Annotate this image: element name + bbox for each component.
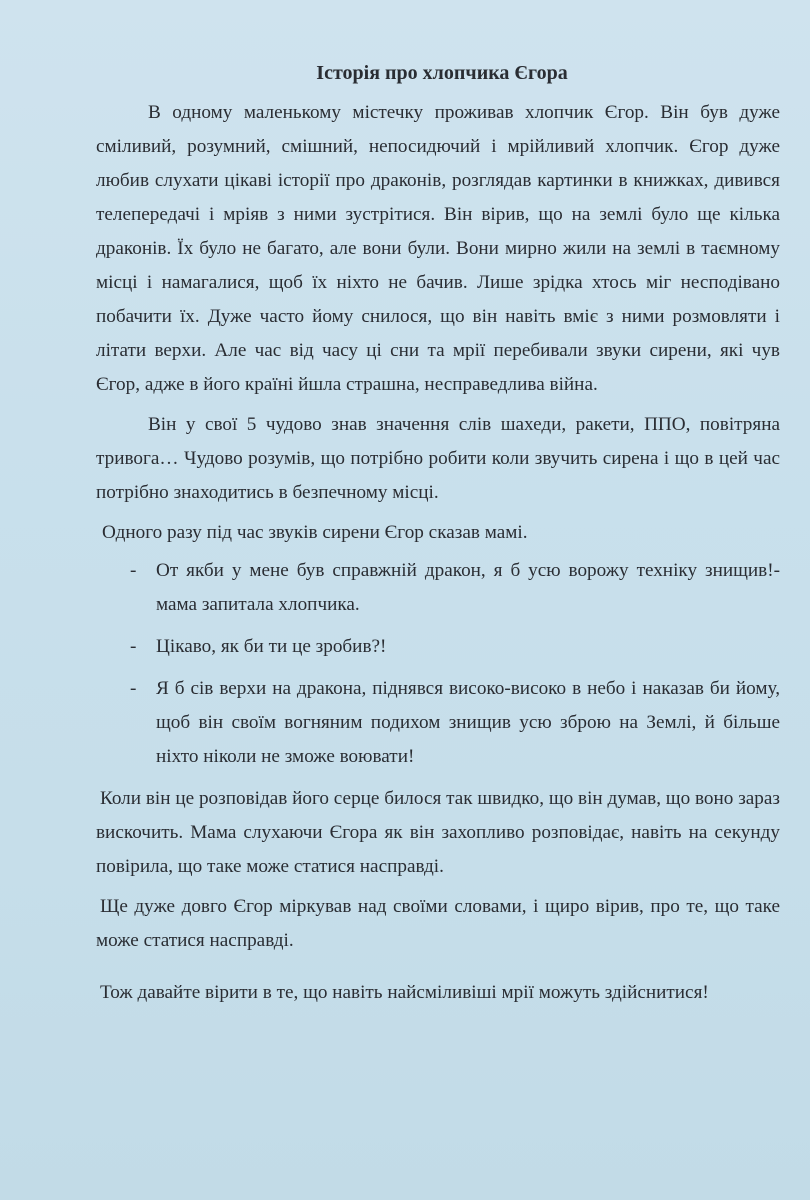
dialog-text: Цікаво, як би ти це зробив?! (156, 636, 387, 657)
dialog-list (96, 554, 780, 774)
paragraph-1: В одному маленькому містечку проживав хлопчик Єгор. Він був дуже сміливий, розумний, смішний, непосидючий і мрійливий хлопчик. Єгор дуже любив слухати цікаві історії про драконів, розглядав картинки в книжках, дивився телепередачі і мріяв з ними зустрітися. Він вірив, що на землі було ще кілька драконів. Їх було не багато, але вони були. Вони мирно жили на землі в таємному місці і намагалися, щоб їх ніхто не бачив. Лише зрідка хтось міг несподівано побачити їх. Дуже часто йому снилося, що він навіть вміє з ними розмовляти і літати верхи. Але час від часу ці сни та мрії перебивали звуки сирени, які чув Єгор, адже в його країні йшла страшна, несправедлива війна. (96, 102, 780, 395)
dialog-dash: - (130, 678, 137, 699)
dialog-line-3 (96, 672, 780, 774)
paragraph-2: Він у свої 5 чудово знав значення слів шахеди, ракети, ППО, повітряна тривога… Чудово розумів, що потрібно робити коли звучить сирена і що в цей час потрібно знаходитись в безпечному місці. (96, 414, 780, 503)
dialog-dash: - (130, 560, 137, 581)
dialog-dash: - (130, 636, 137, 657)
dialog-text: Я б сів верхи на дракона, піднявся високо-високо в небо і наказав би йому, щоб він своїм вогняним подихом знищив усю зброю на Землі, й більше ніхто ніколи не зможе воювати! (156, 678, 780, 767)
document-title: Історія про хлопчика Єгора (316, 62, 568, 84)
paragraph-4: Коли він це розповідав його серце билося так швидко, що він думав, що воно зараз вискочить. Мама слухаючи Єгора як він захопливо розповідає, навіть на секунду повірила, що таке може статися насправді. (96, 788, 780, 877)
dialog-line-1 (96, 554, 780, 622)
dialog-text: От якби у мене був справжній дракон, я б усю ворожу техніку знищив!- мама запитала хлопчика. (156, 560, 780, 615)
paragraph-3: Одного разу під час звуків сирени Єгор сказав мамі. (102, 522, 528, 543)
closing-line: Тож давайте вірити в те, що навіть найсміливіші мрії можуть здійснитися! (100, 982, 709, 1003)
dialog-line-2 (96, 630, 780, 664)
paragraph-5: Ще дуже довго Єгор міркував над своїми словами, і щиро вірив, про те, що таке може статися насправді. (96, 896, 780, 951)
